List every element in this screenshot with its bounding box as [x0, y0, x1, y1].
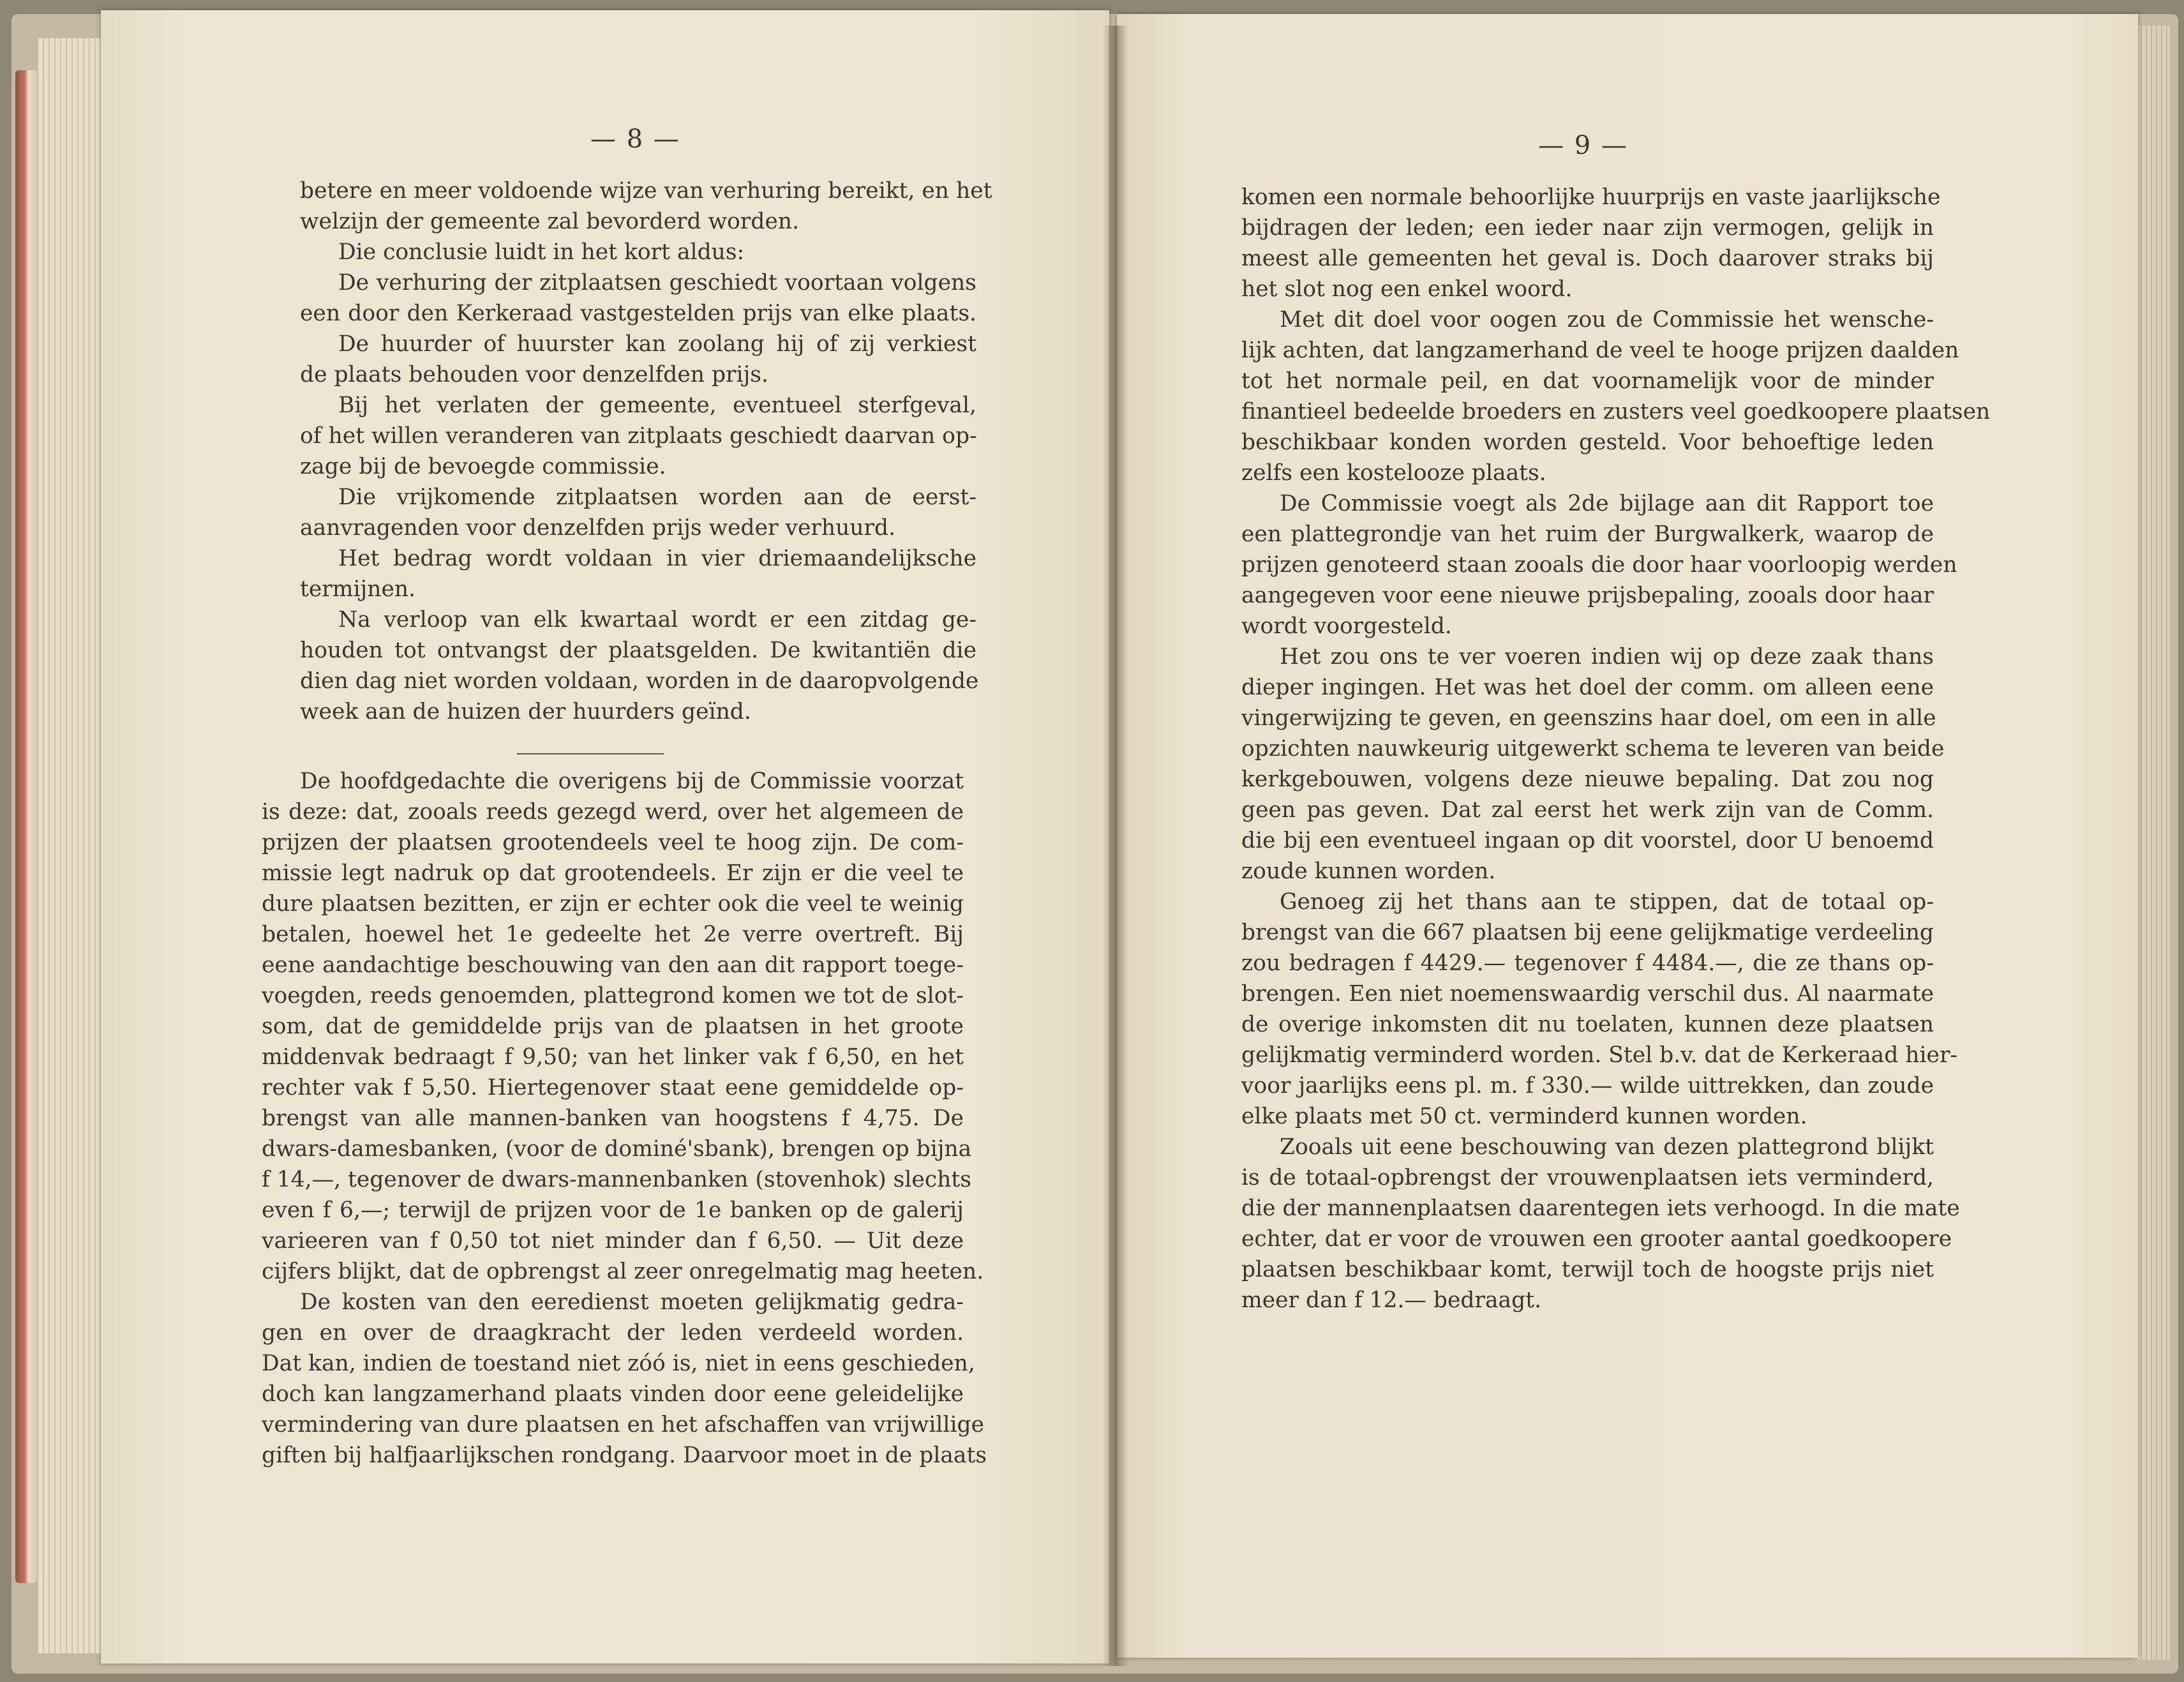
- text-line: vermindering van dure plaatsen en het afschaffen van vrijwillige: [262, 1412, 984, 1438]
- text-line: dwars-damesbanken, (voor de dominé'sbank), brengen op bijna: [262, 1136, 972, 1162]
- text-line: welzijn der gemeente zal bevorderd worden.: [300, 209, 800, 234]
- text-line: meest alle gemeenten het geval is. Doch daarover straks bij: [1241, 246, 1934, 271]
- text-line: dieper ingingen. Het was het doel der comm. om alleen eene: [1241, 675, 1934, 700]
- text-line: zelfs een kostelooze plaats.: [1241, 460, 1546, 486]
- text-line: De Commissie voegt als 2de bijlage aan dit Rapport toe: [1280, 491, 1934, 516]
- text-line: komen een normale behoorlijke huurprijs en vaste jaarlijksche: [1241, 184, 1941, 210]
- text-line: Na verloop van elk kwartaal wordt er een zitdag ge-: [338, 607, 976, 633]
- text-line: beschikbaar konden worden gesteld. Voor behoeftige leden: [1241, 430, 1934, 455]
- text-line: finantieel bedeelde broeders en zusters veel goedkoopere plaatsen: [1241, 399, 1991, 424]
- text-line: lijk achten, dat langzamerhand de veel te hooge prijzen daalden: [1241, 338, 1959, 363]
- text-line: zoude kunnen worden.: [1241, 859, 1496, 884]
- text-line: rechter vak f 5,50. Hiertegenover staat eene gemiddelde op-: [262, 1075, 964, 1100]
- text-line: houden tot ontvangst der plaatsgelden. De kwitantiën die: [300, 638, 976, 663]
- text-line: missie legt nadruk op dat grootendeels. Er zijn er die veel te: [262, 860, 964, 886]
- text-line: prijzen genoteerd staan zooals die door haar voorloopig werden: [1241, 552, 1957, 578]
- text-line: de overige inkomsten dit nu toelaten, kunnen deze plaatsen: [1241, 1012, 1934, 1037]
- text-line: de plaats behouden voor denzelfden prijs.: [300, 362, 768, 387]
- text-line: Die conclusie luidt in het kort aldus:: [338, 239, 745, 265]
- text-line: eene aandachtige beschouwing van den aan dit rapport toege-: [262, 952, 964, 978]
- text-line: opzichten nauwkeurig uitgewerkt schema te leveren van beide: [1241, 736, 1945, 762]
- text-line: De hoofdgedachte die overigens bij de Commissie voorzat: [300, 769, 964, 794]
- text-line: De kosten van den eeredienst moeten gelijkmatig gedra-: [300, 1289, 964, 1315]
- text-line: plaatsen beschikbaar komt, terwijl toch de hoogste prijs niet: [1241, 1257, 1934, 1282]
- text-line: betere en meer voldoende wijze van verhuring bereikt, en het: [300, 178, 992, 204]
- text-line: is de totaal-opbrengst der vrouwenplaatsen iets verminderd,: [1241, 1165, 1934, 1190]
- text-line: zage bij de bevoegde commissie.: [300, 454, 666, 479]
- text-line: Het bedrag wordt voldaan in vier driemaandelijksche: [338, 546, 976, 571]
- text-line: varieeren van f 0,50 tot niet minder dan f 6,50. — Uit deze: [262, 1228, 964, 1254]
- text-line: Dat kan, indien de toestand niet zóó is, niet in eens geschieden,: [262, 1351, 975, 1376]
- section-divider: [517, 753, 664, 755]
- text-line: Bij het verlaten der gemeente, eventueel sterfgeval,: [338, 393, 976, 418]
- left-page-number: — 8 —: [590, 124, 680, 154]
- text-line: dure plaatsen bezitten, er zijn er echter ook die veel te weinig: [262, 891, 964, 917]
- text-line: elke plaats met 50 ct. verminderd kunnen worden.: [1241, 1104, 1807, 1129]
- left-conclusion-text: [300, 176, 992, 727]
- text-line: Genoeg zij het thans aan te stippen, dat de totaal op-: [1280, 889, 1934, 915]
- right-body-text: [1241, 182, 1991, 1316]
- text-line: aanvragenden voor denzelfden prijs weder verhuurd.: [300, 515, 896, 541]
- text-line: vingerwijzing te geven, en geenszins haar doel, om een in alle: [1241, 705, 1936, 731]
- text-line: brengen. Een niet noemenswaardig verschil dus. Al naarmate: [1241, 981, 1934, 1007]
- text-line: die der mannenplaatsen daarentegen iets verhoogd. In die mate: [1241, 1196, 1960, 1221]
- text-line: termijnen.: [300, 576, 416, 602]
- text-line: Die vrijkomende zitplaatsen worden aan de eerst-: [338, 484, 976, 510]
- text-line: brengst van alle mannen-banken van hoogstens f 4,75. De: [262, 1106, 964, 1131]
- text-line: De huurder of huurster kan zoolang hij of zij verkiest: [338, 331, 976, 357]
- book-gutter: [1103, 26, 1128, 1666]
- right-page-number: — 9 —: [1538, 131, 1628, 160]
- text-line: tot het normale peil, en dat voornamelijk voor de minder: [1241, 368, 1934, 394]
- text-line: voegden, reeds genoemden, plattegrond komen we tot de slot-: [262, 983, 964, 1009]
- text-line: geen pas geven. Dat zal eerst het werk zijn van de Comm.: [1241, 797, 1934, 823]
- text-line: cijfers blijkt, dat de opbrengst al zeer onregelmatig mag heeten.: [262, 1259, 984, 1284]
- text-line: week aan de huizen der huurders geïnd.: [300, 699, 751, 725]
- text-line: f 14,—, tegenover de dwars-mannenbanken (stovenhok) slechts: [262, 1167, 971, 1192]
- left-body-text: [262, 766, 987, 1471]
- text-line: Met dit doel voor oogen zou de Commissie het wensche-: [1280, 307, 1934, 333]
- text-line: even f 6,—; terwijl de prijzen voor de 1e banken op de galerij: [262, 1198, 964, 1223]
- text-line: voor jaarlijks eens pl. m. f 330.— wilde uittrekken, dan zoude: [1241, 1073, 1934, 1099]
- text-line: zou bedragen f 4429.— tegenover f 4484.—, die ze thans op-: [1241, 950, 1934, 976]
- text-line: aangegeven voor eene nieuwe prijsbepaling, zooals door haar: [1241, 583, 1934, 608]
- text-line: wordt voorgesteld.: [1241, 613, 1452, 639]
- text-line: meer dan f 12.— bedraagt.: [1241, 1288, 1542, 1313]
- left-page-stack: [38, 38, 108, 1653]
- text-line: som, dat de gemiddelde prijs van de plaatsen in het groote: [262, 1014, 964, 1039]
- text-line: of het willen veranderen van zitplaats geschiedt daarvan op-: [300, 423, 977, 449]
- text-line: een door den Kerkeraad vastgestelden prijs van elke plaats.: [300, 301, 976, 326]
- text-line: kerkgebouwen, volgens deze nieuwe bepaling. Dat zou nog: [1241, 767, 1934, 792]
- text-line: gelijkmatig verminderd worden. Stel b.v. dat de Kerkeraad hier-: [1241, 1042, 1958, 1068]
- text-line: is deze: dat, zooals reeds gezegd werd, over het algemeen de: [262, 799, 964, 825]
- text-line: brengst van die 667 plaatsen bij eene gelijkmatige verdeeling: [1241, 920, 1934, 945]
- text-line: een plattegrondje van het ruim der Burgwalkerk, waarop de: [1241, 522, 1934, 547]
- text-line: dien dag niet worden voldaan, worden in de daaropvolgende: [300, 668, 979, 694]
- text-line: het slot nog een enkel woord.: [1241, 276, 1573, 302]
- text-line: De verhuring der zitplaatsen geschiedt voortaan volgens: [338, 270, 976, 296]
- text-line: giften bij halfjaarlijkschen rondgang. Daarvoor moet in de plaats: [262, 1443, 987, 1468]
- text-line: bijdragen der leden; een ieder naar zijn vermogen, gelijk in: [1241, 215, 1934, 241]
- text-line: prijzen der plaatsen grootendeels veel te hoog zijn. De com-: [262, 830, 964, 855]
- text-line: doch kan langzamerhand plaats vinden door eene geleidelijke: [262, 1381, 964, 1407]
- text-line: echter, dat er voor de vrouwen een grooter aantal goedkoopere: [1241, 1226, 1952, 1252]
- text-line: Het zou ons te ver voeren indien wij op deze zaak thans: [1280, 644, 1934, 670]
- text-line: gen en over de draagkracht der leden verdeeld worden.: [262, 1320, 964, 1346]
- text-line: middenvak bedraagt f 9,50; van het linker vak f 6,50, en het: [262, 1044, 964, 1070]
- text-line: betalen, hoewel het 1e gedeelte het 2e verre overtreft. Bij: [262, 922, 964, 947]
- text-line: Zooals uit eene beschouwing van dezen plattegrond blijkt: [1280, 1134, 1934, 1160]
- text-line: die bij een eventueel ingaan op dit voorstel, door U benoemd: [1241, 828, 1934, 853]
- book-spine-edge: [15, 70, 37, 1583]
